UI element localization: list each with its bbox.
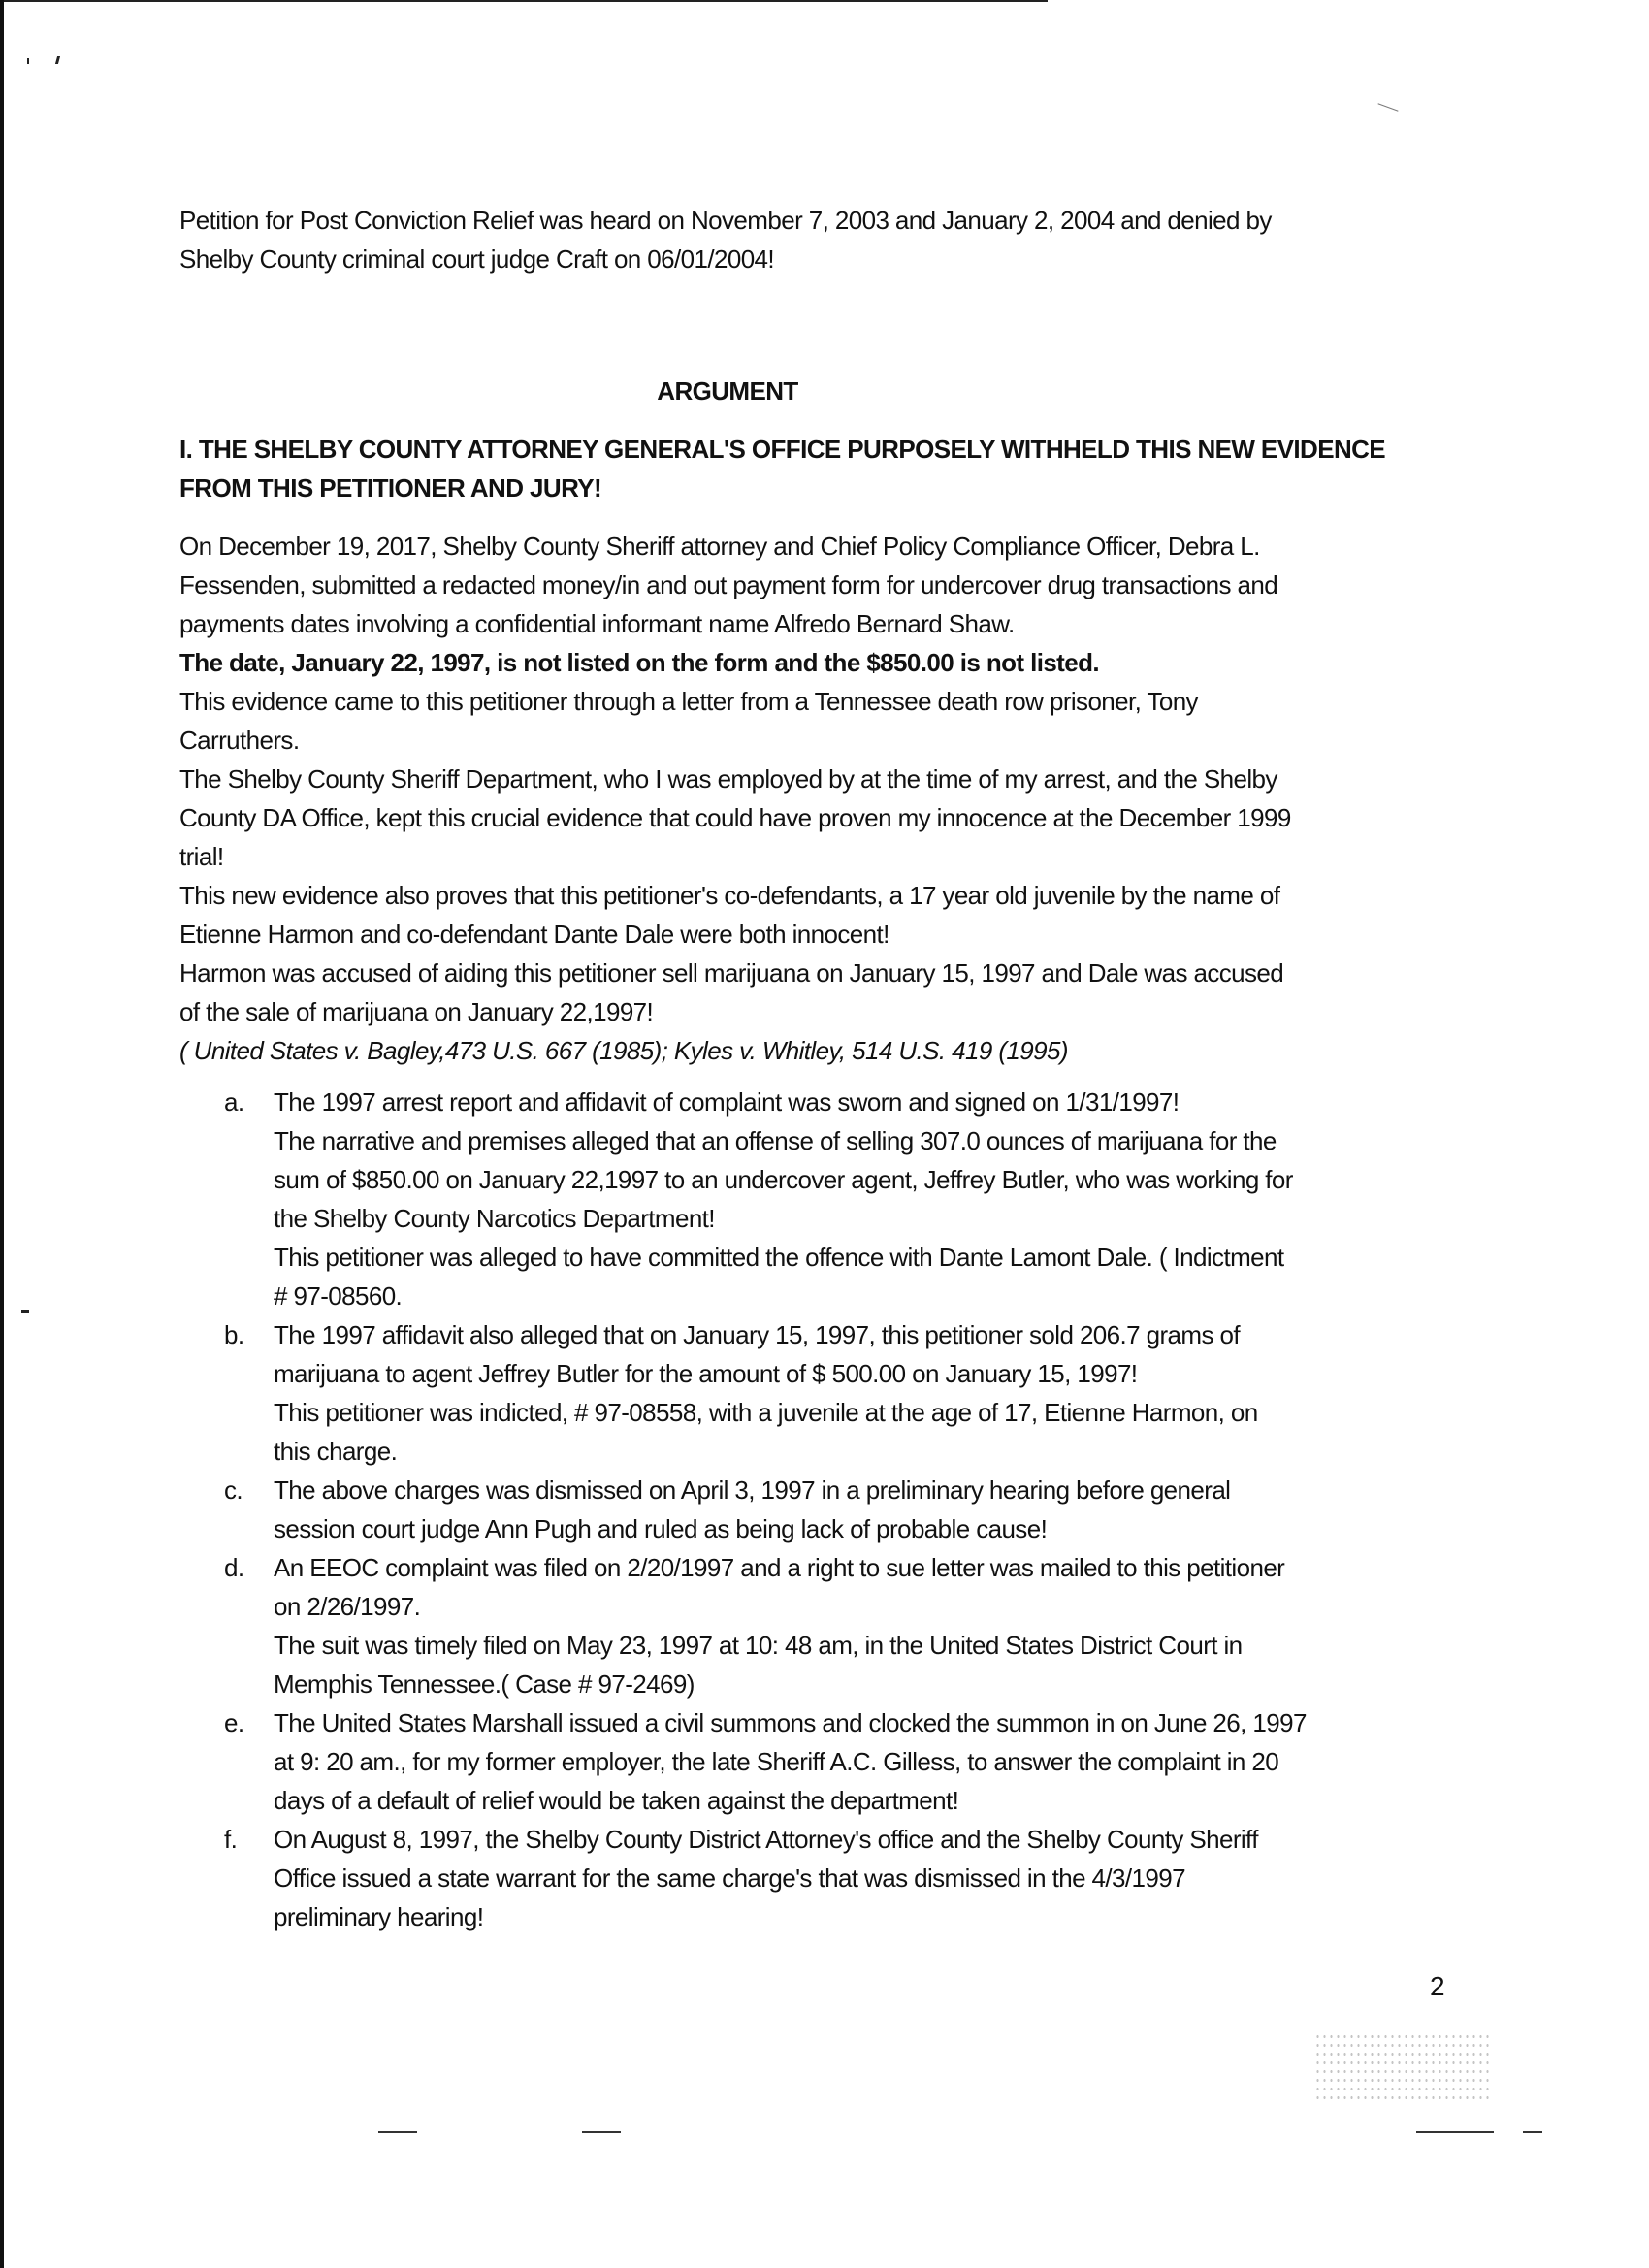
list-marker: c. [224, 1475, 243, 1505]
list-item-d [179, 1548, 1460, 1703]
list-marker: d. [224, 1553, 244, 1582]
bold-statement: The date, January 22, 1997, is not listed on the form and the $850.00 is not listed. [179, 648, 1100, 677]
list-item-b [179, 1315, 1460, 1471]
list-item-line: The 1997 arrest report and affidavit of complaint was sworn and signed on 1/31/1997! [274, 1087, 1180, 1117]
body-line: This new evidence also proves that this petitioner's co-defendants, a 17 year old juvenile by the name of [179, 881, 1280, 910]
scan-rule [582, 2131, 621, 2133]
body-line: of the sale of marijuana on January 22,1997! [179, 997, 654, 1026]
scan-speck [1377, 103, 1398, 111]
scan-speck [55, 56, 60, 64]
section-heading-line: FROM THIS PETITIONER AND JURY! [179, 473, 602, 502]
scan-edge-left [0, 0, 4, 2268]
list-item-line: The narrative and premises alleged that an offense of selling 307.0 ounces of marijuana for the [274, 1126, 1277, 1155]
list-item-line: The 1997 affidavit also alleged that on January 15, 1997, this petitioner sold 206.7 grams of [274, 1320, 1240, 1349]
scan-rule [1416, 2131, 1494, 2133]
list-item-c [179, 1471, 1460, 1548]
body-paragraph [179, 527, 1460, 1070]
page-number: 2 [1430, 1971, 1445, 2001]
allegation-list [179, 1083, 1460, 1936]
list-item-a [179, 1083, 1460, 1315]
list-item-line: days of a default of relief would be taken against the department! [274, 1786, 959, 1815]
scan-smudge [1314, 2032, 1489, 2100]
list-item-line: The above charges was dismissed on April 3, 1997 in a preliminary hearing before general [274, 1475, 1231, 1505]
list-item-line: An EEOC complaint was filed on 2/20/1997 and a right to sue letter was mailed to this petitioner [274, 1553, 1285, 1582]
list-item-line: this charge. [274, 1437, 398, 1466]
list-marker: f. [224, 1825, 238, 1854]
document-page [179, 201, 1460, 1936]
list-item-line: the Shelby County Narcotics Department! [274, 1204, 715, 1233]
list-item-line: The United States Marshall issued a civil summons and clocked the summon in on June 26, 1997 [274, 1708, 1307, 1737]
body-line: Fessenden, submitted a redacted money/in and out payment form for undercover drug transactions and [179, 570, 1278, 599]
section-heading [179, 430, 1460, 507]
list-item-line: The suit was timely filed on May 23, 1997 at 10: 48 am, in the United States District Court in [274, 1631, 1243, 1660]
list-item-line: session court judge Ann Pugh and ruled as being lack of probable cause! [274, 1514, 1048, 1543]
list-item-line: On August 8, 1997, the Shelby County District Attorney's office and the Shelby County Sheriff [274, 1825, 1258, 1854]
list-item-line: This petitioner was alleged to have committed the offence with Dante Lamont Dale. ( Indictment [274, 1243, 1284, 1272]
body-line: Carruthers. [179, 726, 300, 755]
body-line: Etienne Harmon and co-defendant Dante Dale were both innocent! [179, 920, 889, 949]
list-item-line: # 97-08560. [274, 1281, 403, 1311]
body-line: This evidence came to this petitioner through a letter from a Tennessee death row prisoner, Tony [179, 687, 1198, 716]
list-item-line: Office issued a state warrant for the same charge's that was dismissed in the 4/3/1997 [274, 1863, 1185, 1893]
list-item-f [179, 1820, 1460, 1936]
list-item-line: on 2/26/1997. [274, 1592, 421, 1621]
body-line: County DA Office, kept this crucial evidence that could have proven my innocence at the December 1999 [179, 803, 1291, 832]
body-line: payments dates involving a confidential informant name Alfredo Bernard Shaw. [179, 609, 1015, 638]
list-item-line: preliminary hearing! [274, 1902, 484, 1931]
scan-rule [378, 2131, 417, 2133]
list-item-line: sum of $850.00 on January 22,1997 to an undercover agent, Jeffrey Butler, who was working for [274, 1165, 1293, 1194]
section-heading-line: I. THE SHELBY COUNTY ATTORNEY GENERAL'S OFFICE PURPOSELY WITHHELD THIS NEW EVIDENCE [179, 435, 1386, 464]
scan-speck [21, 1310, 29, 1313]
intro-line: Shelby County criminal court judge Craft on 06/01/2004! [179, 244, 775, 274]
list-marker: b. [224, 1320, 244, 1349]
list-item-line: at 9: 20 am., for my former employer, the late Sheriff A.C. Gilless, to answer the complaint in 20 [274, 1747, 1279, 1776]
list-marker: e. [224, 1708, 244, 1737]
list-marker: a. [224, 1087, 244, 1117]
body-line: The Shelby County Sheriff Department, who I was employed by at the time of my arrest, and the Shelby [179, 764, 1277, 794]
scan-rule [1523, 2131, 1542, 2133]
scan-edge-top [0, 0, 1048, 2]
list-item-line: This petitioner was indicted, # 97-08558, with a juvenile at the age of 17, Etienne Harmon, on [274, 1398, 1258, 1427]
intro-line: Petition for Post Conviction Relief was heard on November 7, 2003 and January 2, 2004 and denied by [179, 206, 1272, 235]
case-citation: ( United States v. Bagley,473 U.S. 667 (1985); Kyles v. Whitley, 514 U.S. 419 (1995) [179, 1036, 1068, 1065]
intro-paragraph [179, 201, 1460, 278]
list-item-line: Memphis Tennessee.( Case # 97-2469) [274, 1669, 695, 1699]
body-line: Harmon was accused of aiding this petitioner sell marijuana on January 15, 1997 and Dale was accused [179, 958, 1284, 988]
argument-heading: ARGUMENT [657, 376, 798, 405]
list-item-line: marijuana to agent Jeffrey Butler for the amount of $ 500.00 on January 15, 1997! [274, 1359, 1138, 1388]
list-item-e [179, 1703, 1460, 1820]
body-line: On December 19, 2017, Shelby County Sheriff attorney and Chief Policy Compliance Officer, Debra L. [179, 532, 1260, 561]
body-line: trial! [179, 842, 224, 871]
scan-speck [27, 58, 29, 64]
